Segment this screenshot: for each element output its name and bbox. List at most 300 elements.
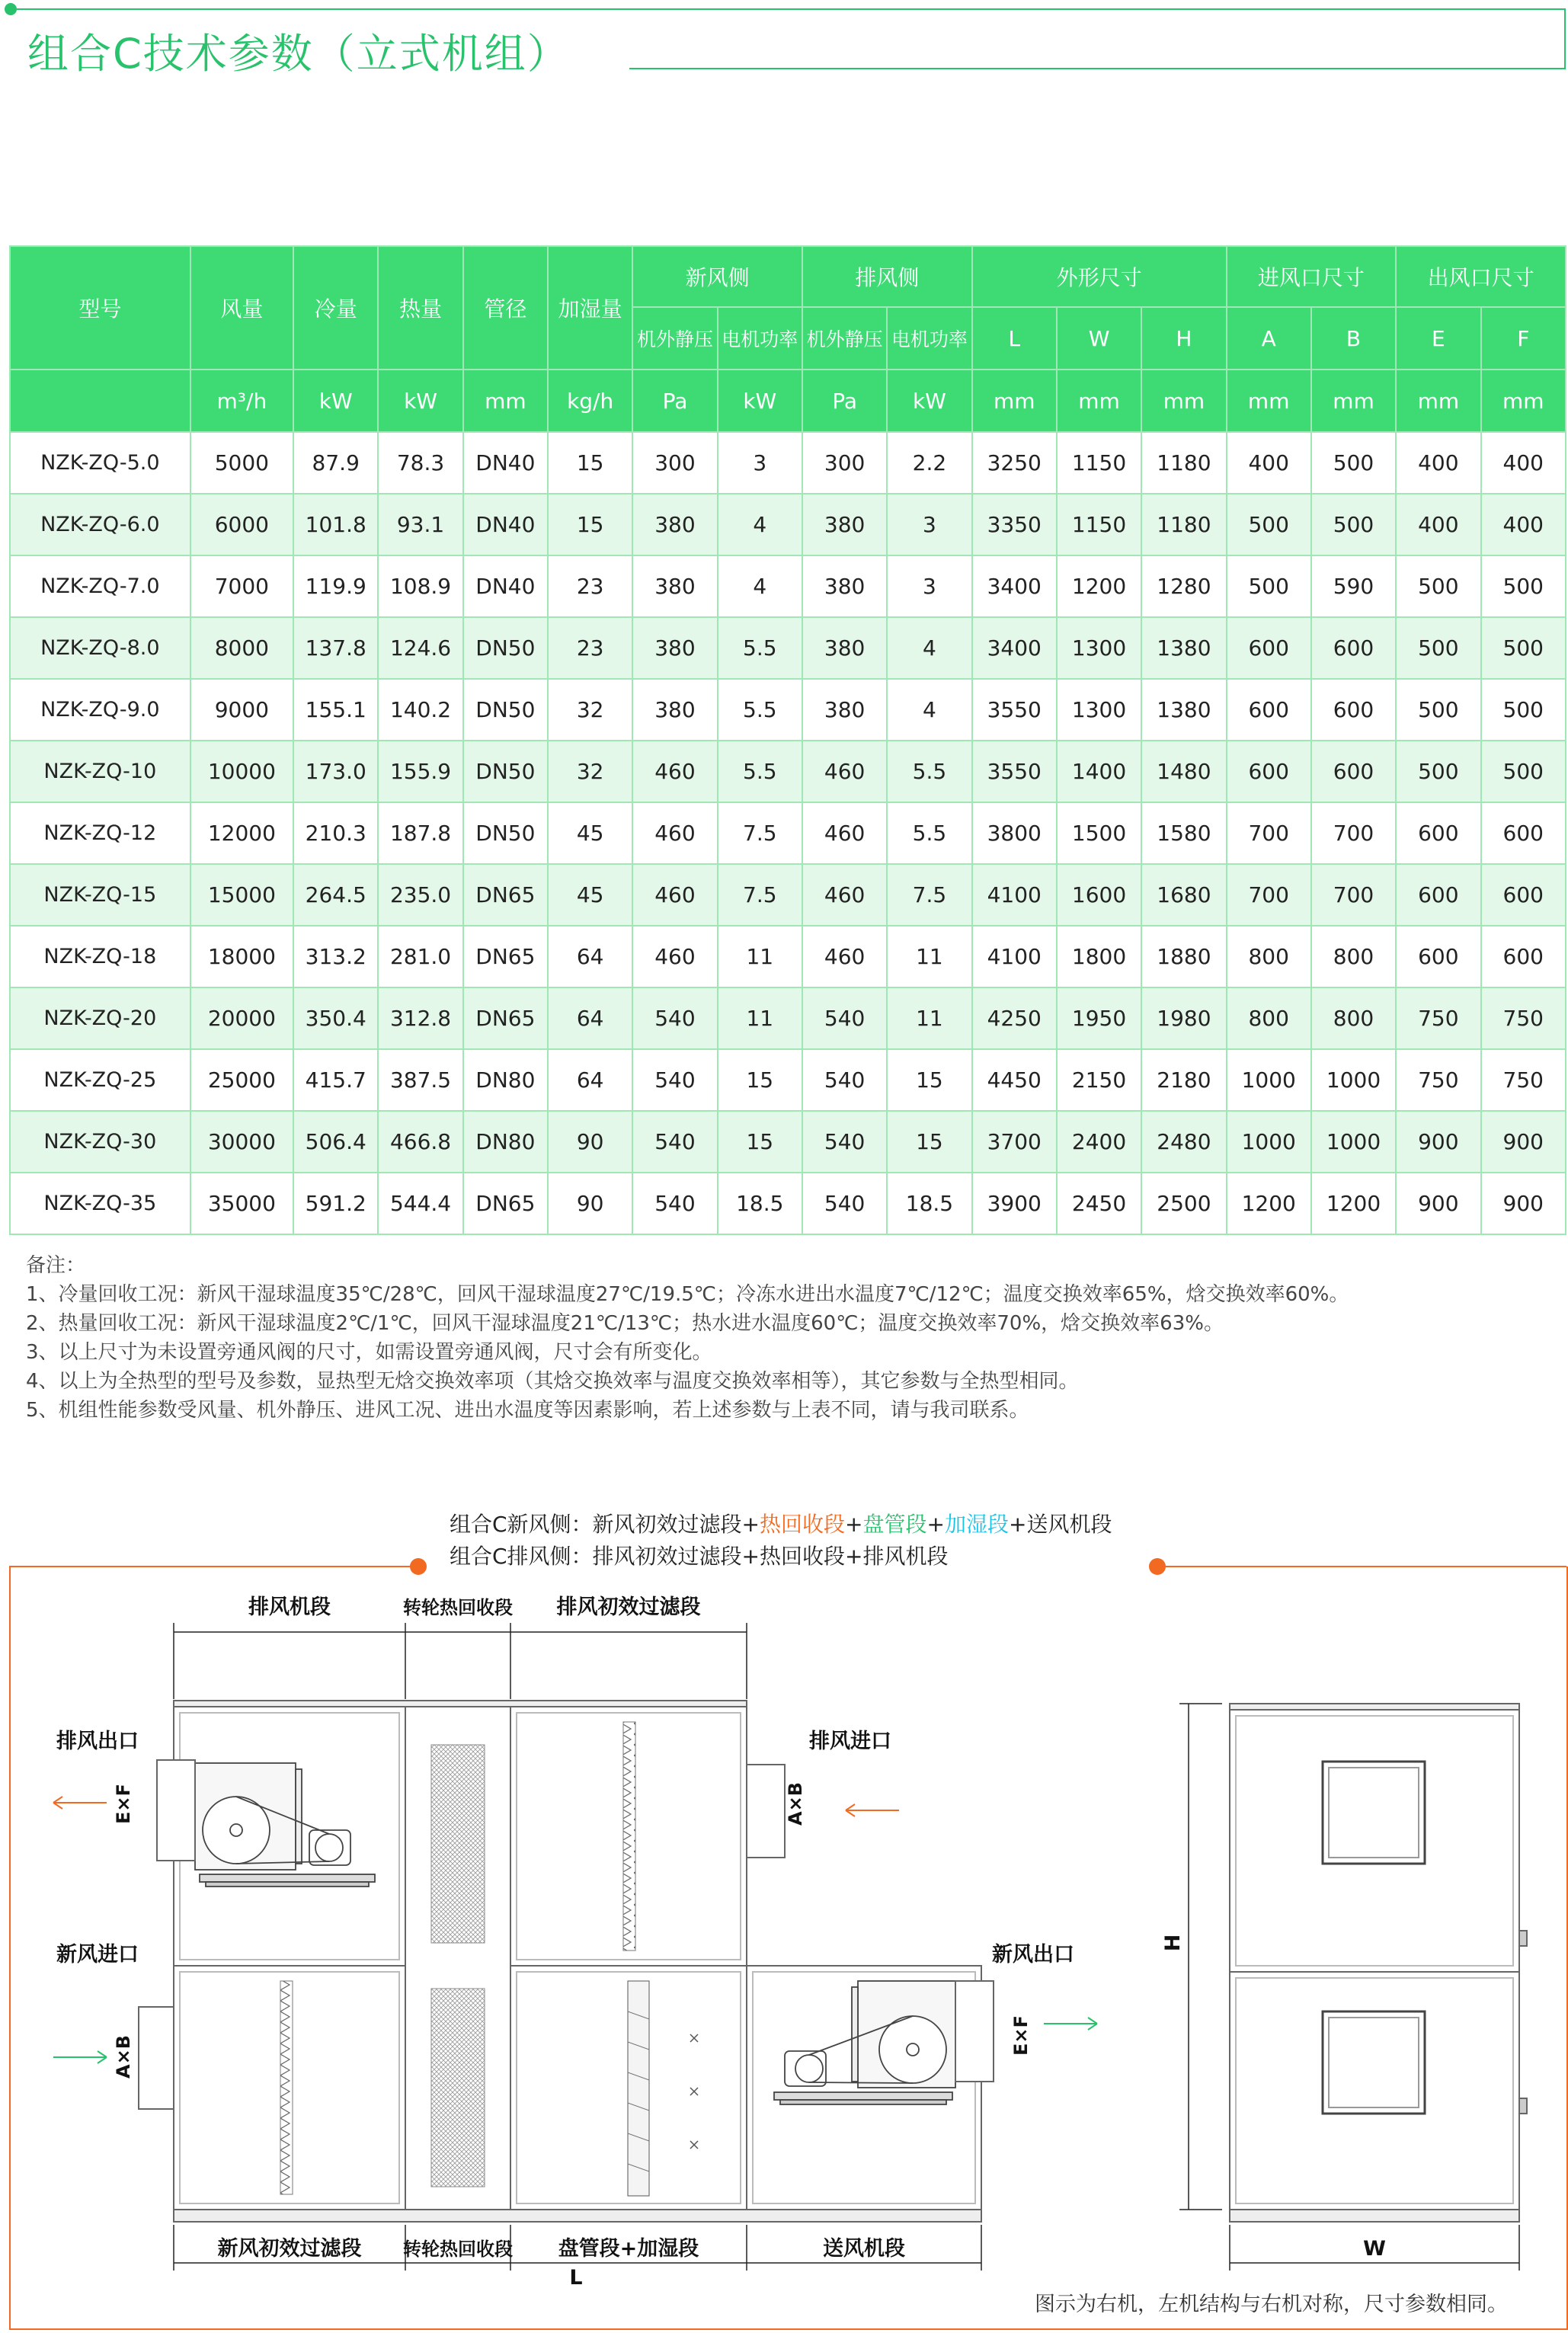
label-rotary-recovery-bottom: 转轮热回收段: [403, 2239, 513, 2260]
notes-heading: 备注：: [26, 1254, 86, 1277]
table-cell: 400: [1396, 494, 1480, 555]
table-cell: 500: [1481, 679, 1566, 741]
table-cell: 3400: [972, 617, 1057, 679]
table-cell: 5.5: [887, 802, 971, 864]
note-item: 4、以上为全热型的型号及参数，显热型无焓交换效率项（其焓交换效率与温度交换效率相等），其它参数与全热型相同。: [26, 1370, 1079, 1393]
table-cell: 15: [887, 1111, 971, 1173]
table-cell: 380: [632, 617, 717, 679]
table-cell: 540: [632, 1111, 717, 1173]
label-AxB-exhaust: A×B: [785, 1782, 806, 1826]
table-cell: 15: [548, 432, 632, 494]
label-fresh-inlet: 新风进口: [56, 1943, 139, 1967]
label-AxB-fresh: A×B: [113, 2035, 134, 2079]
table-cell: 506.4: [293, 1111, 378, 1173]
subcol-B: B: [1311, 307, 1396, 370]
table-cell: 700: [1311, 802, 1396, 864]
unit-cell: kg/h: [548, 370, 632, 432]
subcol-H: H: [1141, 307, 1226, 370]
table-cell: 90: [548, 1111, 632, 1173]
label-exhaust-inlet: 排风进口: [809, 1730, 891, 1753]
table-cell: 460: [802, 802, 887, 864]
table-cell: DN40: [463, 432, 548, 494]
table-cell: 2150: [1057, 1049, 1141, 1111]
table-cell: 1180: [1141, 432, 1226, 494]
table-cell: DN50: [463, 741, 548, 802]
subcol-fresh-pressure: 机外静压: [632, 307, 717, 370]
table-row: [10, 494, 1566, 555]
col-group-outlet: 出风口尺寸: [1396, 246, 1566, 307]
col-cooling: 冷量: [293, 246, 378, 370]
table-cell: 64: [548, 926, 632, 987]
label-supply-outlet: 新风出口: [992, 1943, 1074, 1967]
table-cell: 1150: [1057, 494, 1141, 555]
table-cell: 750: [1481, 987, 1566, 1049]
table-cell: 10000: [190, 741, 293, 802]
table-cell: 540: [802, 1173, 887, 1234]
table-cell: DN65: [463, 926, 548, 987]
table-cell: 155.9: [378, 741, 462, 802]
table-row: [10, 987, 1566, 1049]
table-cell: 380: [632, 679, 717, 741]
col-heating: 热量: [378, 246, 462, 370]
col-group-exhaust: 排风侧: [802, 246, 972, 307]
table-cell: DN65: [463, 864, 548, 926]
table-cell: 350.4: [293, 987, 378, 1049]
fresh-filter: [280, 1981, 293, 2194]
model-cell: NZK-ZQ-6.0: [10, 494, 190, 555]
table-cell: 3550: [972, 741, 1057, 802]
side-view: [1230, 1704, 1527, 2222]
table-cell: 45: [548, 802, 632, 864]
exhaust-filter: [623, 1722, 635, 1951]
table-cell: 300: [802, 432, 887, 494]
table-cell: 380: [632, 555, 717, 617]
table-cell: 1950: [1057, 987, 1141, 1049]
table-cell: 900: [1396, 1173, 1480, 1234]
table-cell: 1980: [1141, 987, 1226, 1049]
table-cell: 3250: [972, 432, 1057, 494]
legend-exhaust-side: 组合C排风侧：排风初效过滤段+热回收段+排风机段: [450, 1544, 949, 1569]
table-cell: 15: [718, 1111, 802, 1173]
table-cell: 1000: [1311, 1049, 1396, 1111]
table-cell: 3: [887, 555, 971, 617]
table-cell: 90: [548, 1173, 632, 1234]
table-cell: 500: [1227, 555, 1311, 617]
label-fresh-filter-section: 新风初效过滤段: [217, 2237, 362, 2261]
model-cell: NZK-ZQ-5.0: [10, 432, 190, 494]
table-cell: 137.8: [293, 617, 378, 679]
legend-plus: +: [926, 1512, 945, 1537]
legend-heat-recovery: 热回收段: [760, 1512, 846, 1537]
col-group-fresh: 新风侧: [632, 246, 802, 307]
legend-plus: +: [845, 1512, 863, 1537]
table-cell: 750: [1396, 1049, 1480, 1111]
spec-table: [9, 245, 1566, 1235]
table-cell: 5.5: [887, 741, 971, 802]
col-pipe: 管径: [463, 246, 548, 370]
table-cell: 235.0: [378, 864, 462, 926]
model-cell: NZK-ZQ-7.0: [10, 555, 190, 617]
table-cell: 5.5: [718, 679, 802, 741]
label-W: W: [1363, 2237, 1386, 2261]
table-cell: 11: [718, 926, 802, 987]
table-cell: 500: [1396, 679, 1480, 741]
unit-cell: m³/h: [190, 370, 293, 432]
table-cell: 3: [887, 494, 971, 555]
legend-fresh-prefix: 组合C新风侧：新风初效过滤段+: [450, 1512, 760, 1537]
table-cell: 6000: [190, 494, 293, 555]
exhaust-inlet-duct: [747, 1765, 785, 1858]
title-rule-right: [1564, 8, 1566, 69]
label-H: H: [1161, 1934, 1185, 1952]
table-cell: 700: [1227, 864, 1311, 926]
table-cell: 600: [1481, 926, 1566, 987]
table-cell: 7.5: [887, 864, 971, 926]
table-cell: 3550: [972, 679, 1057, 741]
table-row: [10, 432, 1566, 494]
table-cell: 4100: [972, 926, 1057, 987]
table-cell: 281.0: [378, 926, 462, 987]
unit-cell: kW: [718, 370, 802, 432]
table-cell: 312.8: [378, 987, 462, 1049]
table-cell: 800: [1311, 987, 1396, 1049]
table-cell: 87.9: [293, 432, 378, 494]
table-cell: 460: [632, 864, 717, 926]
table-cell: 3800: [972, 802, 1057, 864]
table-row: [10, 926, 1566, 987]
table-cell: 4: [887, 679, 971, 741]
label-exhaust-outlet: 排风出口: [56, 1730, 139, 1753]
table-row: [10, 1173, 1566, 1234]
table-cell: 3400: [972, 555, 1057, 617]
table-cell: 7.5: [718, 802, 802, 864]
table-cell: 500: [1311, 432, 1396, 494]
table-cell: 900: [1481, 1111, 1566, 1173]
table-cell: 1000: [1311, 1111, 1396, 1173]
table-cell: 2180: [1141, 1049, 1226, 1111]
table-cell: DN65: [463, 987, 548, 1049]
table-cell: 32: [548, 741, 632, 802]
table-cell: 380: [802, 617, 887, 679]
table-cell: 12000: [190, 802, 293, 864]
table-cell: 380: [802, 679, 887, 741]
table-cell: 1680: [1141, 864, 1226, 926]
table-row: [10, 617, 1566, 679]
unit-cell: Pa: [632, 370, 717, 432]
table-cell: 600: [1311, 679, 1396, 741]
table-cell: 4: [718, 494, 802, 555]
page-title: 组合C技术参数（立式机组）: [27, 30, 570, 78]
table-cell: 540: [802, 1111, 887, 1173]
table-cell: 1200: [1311, 1173, 1396, 1234]
legend-fresh-side: [450, 1509, 1112, 1541]
table-cell: 1180: [1141, 494, 1226, 555]
subcol-E: E: [1396, 307, 1480, 370]
table-cell: 4250: [972, 987, 1057, 1049]
table-cell: DN40: [463, 494, 548, 555]
exhaust-outlet-duct: [157, 1760, 195, 1861]
legend-fresh-suffix: +送风机段: [1009, 1512, 1112, 1537]
table-cell: 4100: [972, 864, 1057, 926]
table-cell: 124.6: [378, 617, 462, 679]
unit-cell: mm: [1057, 370, 1141, 432]
table-cell: 3700: [972, 1111, 1057, 1173]
table-cell: DN80: [463, 1049, 548, 1111]
table-cell: 500: [1481, 617, 1566, 679]
table-cell: 1380: [1141, 617, 1226, 679]
table-cell: 400: [1481, 494, 1566, 555]
table-cell: 900: [1481, 1173, 1566, 1234]
table-cell: 1280: [1141, 555, 1226, 617]
notes-block: [26, 1251, 1349, 1425]
table-cell: 15: [887, 1049, 971, 1111]
table-cell: 4: [887, 617, 971, 679]
unit-cell: kW: [293, 370, 378, 432]
table-cell: 460: [802, 864, 887, 926]
table-cell: 1380: [1141, 679, 1226, 741]
table-cell: 380: [632, 494, 717, 555]
table-cell: 78.3: [378, 432, 462, 494]
table-cell: 800: [1227, 987, 1311, 1049]
table-cell: 1580: [1141, 802, 1226, 864]
table-cell: 500: [1481, 741, 1566, 802]
table-cell: 600: [1481, 802, 1566, 864]
subcol-exhaust-power: 电机功率: [887, 307, 971, 370]
table-cell: 108.9: [378, 555, 462, 617]
table-cell: DN50: [463, 802, 548, 864]
subcol-fresh-power: 电机功率: [718, 307, 802, 370]
unit-cell: Pa: [802, 370, 887, 432]
table-cell: 1500: [1057, 802, 1141, 864]
table-cell: 101.8: [293, 494, 378, 555]
table-cell: 460: [802, 926, 887, 987]
table-cell: 32: [548, 679, 632, 741]
table-cell: 1200: [1227, 1173, 1311, 1234]
table-cell: 380: [802, 555, 887, 617]
label-rotary-recovery-top: 转轮热回收段: [403, 1597, 513, 1618]
table-cell: 1150: [1057, 432, 1141, 494]
fresh-inlet-duct: [139, 2007, 174, 2109]
table-cell: 600: [1227, 741, 1311, 802]
table-cell: 400: [1396, 432, 1480, 494]
subcol-A: A: [1227, 307, 1311, 370]
table-cell: 460: [802, 741, 887, 802]
table-cell: 591.2: [293, 1173, 378, 1234]
subcol-L: L: [972, 307, 1057, 370]
label-exhaust-filter-section: 排风初效过滤段: [556, 1595, 701, 1619]
table-row: [10, 802, 1566, 864]
rotary-wheel-lower: [431, 1989, 485, 2187]
unit-cell: mm: [1227, 370, 1311, 432]
label-ExF-supply: E×F: [1010, 2015, 1032, 2056]
subcol-F: F: [1481, 307, 1566, 370]
table-cell: 400: [1481, 432, 1566, 494]
table-cell: 500: [1227, 494, 1311, 555]
table-cell: 600: [1396, 864, 1480, 926]
table-cell: 7000: [190, 555, 293, 617]
table-cell: 1600: [1057, 864, 1141, 926]
legend-coil: 盘管段: [862, 1512, 927, 1537]
section-legend: [450, 1509, 1112, 1573]
table-cell: DN80: [463, 1111, 548, 1173]
top-section-dimensions: [174, 1623, 747, 1699]
table-cell: 264.5: [293, 864, 378, 926]
table-cell: 600: [1311, 741, 1396, 802]
table-cell: 15: [548, 494, 632, 555]
model-cell: NZK-ZQ-25: [10, 1049, 190, 1111]
table-row: [10, 1049, 1566, 1111]
table-cell: 2.2: [887, 432, 971, 494]
table-cell: 11: [718, 987, 802, 1049]
table-cell: 540: [802, 987, 887, 1049]
unit-cell: mm: [972, 370, 1057, 432]
table-cell: 1000: [1227, 1111, 1311, 1173]
model-cell: NZK-ZQ-9.0: [10, 679, 190, 741]
col-group-dims: 外形尺寸: [972, 246, 1227, 307]
table-cell: 540: [632, 1049, 717, 1111]
table-cell: 600: [1227, 679, 1311, 741]
table-cell: 750: [1396, 987, 1480, 1049]
table-cell: 750: [1481, 1049, 1566, 1111]
table-cell: 900: [1396, 1111, 1480, 1173]
table-cell: 187.8: [378, 802, 462, 864]
table-cell: 5.5: [718, 741, 802, 802]
note-item: 5、机组性能参数受风量、机外静压、进风工况、进出水温度等因素影响，若上述参数与上表不同，请与我司联系。: [26, 1399, 1029, 1422]
note-item: 1、冷量回收工况：新风干湿球温度35℃/28℃，回风干湿球温度27℃/19.5℃；冷冻水进出水温度7℃/12℃；温度交换效率65%，焓交换效率60%。: [26, 1283, 1349, 1306]
table-cell: 4: [718, 555, 802, 617]
table-cell: 140.2: [378, 679, 462, 741]
note-item: 3、以上尺寸为未设置旁通风阀的尺寸，如需设置旁通风阀，尺寸会有所变化。: [26, 1341, 712, 1364]
table-cell: 380: [802, 494, 887, 555]
unit-drawing: [0, 1585, 1568, 2286]
table-cell: 4450: [972, 1049, 1057, 1111]
model-cell: NZK-ZQ-30: [10, 1111, 190, 1173]
table-cell: 500: [1396, 555, 1480, 617]
table-cell: DN65: [463, 1173, 548, 1234]
model-cell: NZK-ZQ-18: [10, 926, 190, 987]
rotary-wheel-upper: [431, 1745, 485, 1943]
table-cell: 2500: [1141, 1173, 1226, 1234]
table-cell: 2450: [1057, 1173, 1141, 1234]
table-cell: 1400: [1057, 741, 1141, 802]
table-row: [10, 864, 1566, 926]
model-cell: NZK-ZQ-15: [10, 864, 190, 926]
label-coil-humid-section: 盘管段+加湿段: [558, 2237, 699, 2261]
unit-cell: mm: [463, 370, 548, 432]
title-rule-top: [17, 8, 1565, 10]
table-cell: 30000: [190, 1111, 293, 1173]
table-cell: 11: [887, 926, 971, 987]
table-cell: 2400: [1057, 1111, 1141, 1173]
table-cell: 1200: [1057, 555, 1141, 617]
unit-cell: mm: [1311, 370, 1396, 432]
label-ExF-exhaust: E×F: [113, 1784, 134, 1824]
label-exhaust-fan-section: 排风机段: [248, 1595, 331, 1619]
drawing-caption: 图示为右机，左机结构与右机对称，尺寸参数相同。: [1035, 2293, 1508, 2316]
table-cell: 8000: [190, 617, 293, 679]
table-cell: 64: [548, 987, 632, 1049]
legend-humidifier: 加湿段: [944, 1512, 1009, 1537]
table-cell: 15000: [190, 864, 293, 926]
table-cell: 700: [1227, 802, 1311, 864]
table-cell: 460: [632, 741, 717, 802]
table-cell: 600: [1396, 926, 1480, 987]
table-cell: 18000: [190, 926, 293, 987]
note-item: 2、热量回收工况：新风干湿球温度2℃/1℃，回风干湿球温度21℃/13℃；热水进水温度60℃；温度交换效率70%，焓交换效率63%。: [26, 1312, 1224, 1335]
table-cell: 415.7: [293, 1049, 378, 1111]
table-cell: 20000: [190, 987, 293, 1049]
table-cell: 500: [1396, 617, 1480, 679]
table-cell: 313.2: [293, 926, 378, 987]
table-cell: DN50: [463, 617, 548, 679]
table-cell: 45: [548, 864, 632, 926]
table-cell: 64: [548, 1049, 632, 1111]
spec-table-body: [10, 432, 1566, 1234]
table-cell: 155.1: [293, 679, 378, 741]
unit-cell: mm: [1481, 370, 1566, 432]
table-cell: 800: [1227, 926, 1311, 987]
unit-cell: kW: [887, 370, 971, 432]
table-cell: 5000: [190, 432, 293, 494]
table-cell: 15: [718, 1049, 802, 1111]
col-model: 型号: [10, 246, 190, 370]
table-cell: DN40: [463, 555, 548, 617]
label-supply-fan-section: 送风机段: [823, 2237, 905, 2261]
table-cell: 7.5: [718, 864, 802, 926]
table-row: [10, 679, 1566, 741]
table-cell: 460: [632, 802, 717, 864]
table-cell: 544.4: [378, 1173, 462, 1234]
table-row: [10, 555, 1566, 617]
supply-outlet-duct: [955, 1981, 994, 2082]
table-cell: 23: [548, 555, 632, 617]
table-cell: 500: [1311, 494, 1396, 555]
table-cell: 1800: [1057, 926, 1141, 987]
label-L: L: [569, 2266, 583, 2286]
table-cell: 119.9: [293, 555, 378, 617]
table-cell: 700: [1311, 864, 1396, 926]
table-cell: 460: [632, 926, 717, 987]
model-cell: NZK-ZQ-12: [10, 802, 190, 864]
table-cell: 3: [718, 432, 802, 494]
table-row: [10, 741, 1566, 802]
table-cell: 540: [632, 987, 717, 1049]
col-airflow: 风量: [190, 246, 293, 370]
table-cell: 3350: [972, 494, 1057, 555]
table-cell: 500: [1481, 555, 1566, 617]
table-cell: 93.1: [378, 494, 462, 555]
table-cell: 23: [548, 617, 632, 679]
coil: [628, 1981, 649, 2196]
table-cell: 1300: [1057, 617, 1141, 679]
table-cell: 35000: [190, 1173, 293, 1234]
model-cell: NZK-ZQ-10: [10, 741, 190, 802]
subcol-W: W: [1057, 307, 1141, 370]
title-rule-bottom: [629, 68, 1566, 69]
table-cell: 540: [632, 1173, 717, 1234]
table-row: [10, 1111, 1566, 1173]
table-cell: 500: [1396, 741, 1480, 802]
table-cell: 400: [1227, 432, 1311, 494]
table-cell: 2480: [1141, 1111, 1226, 1173]
table-cell: 1480: [1141, 741, 1226, 802]
model-cell: NZK-ZQ-20: [10, 987, 190, 1049]
table-cell: 466.8: [378, 1111, 462, 1173]
table-cell: 1000: [1227, 1049, 1311, 1111]
table-cell: 600: [1311, 617, 1396, 679]
table-cell: 3900: [972, 1173, 1057, 1234]
unit-blank: [10, 370, 190, 432]
